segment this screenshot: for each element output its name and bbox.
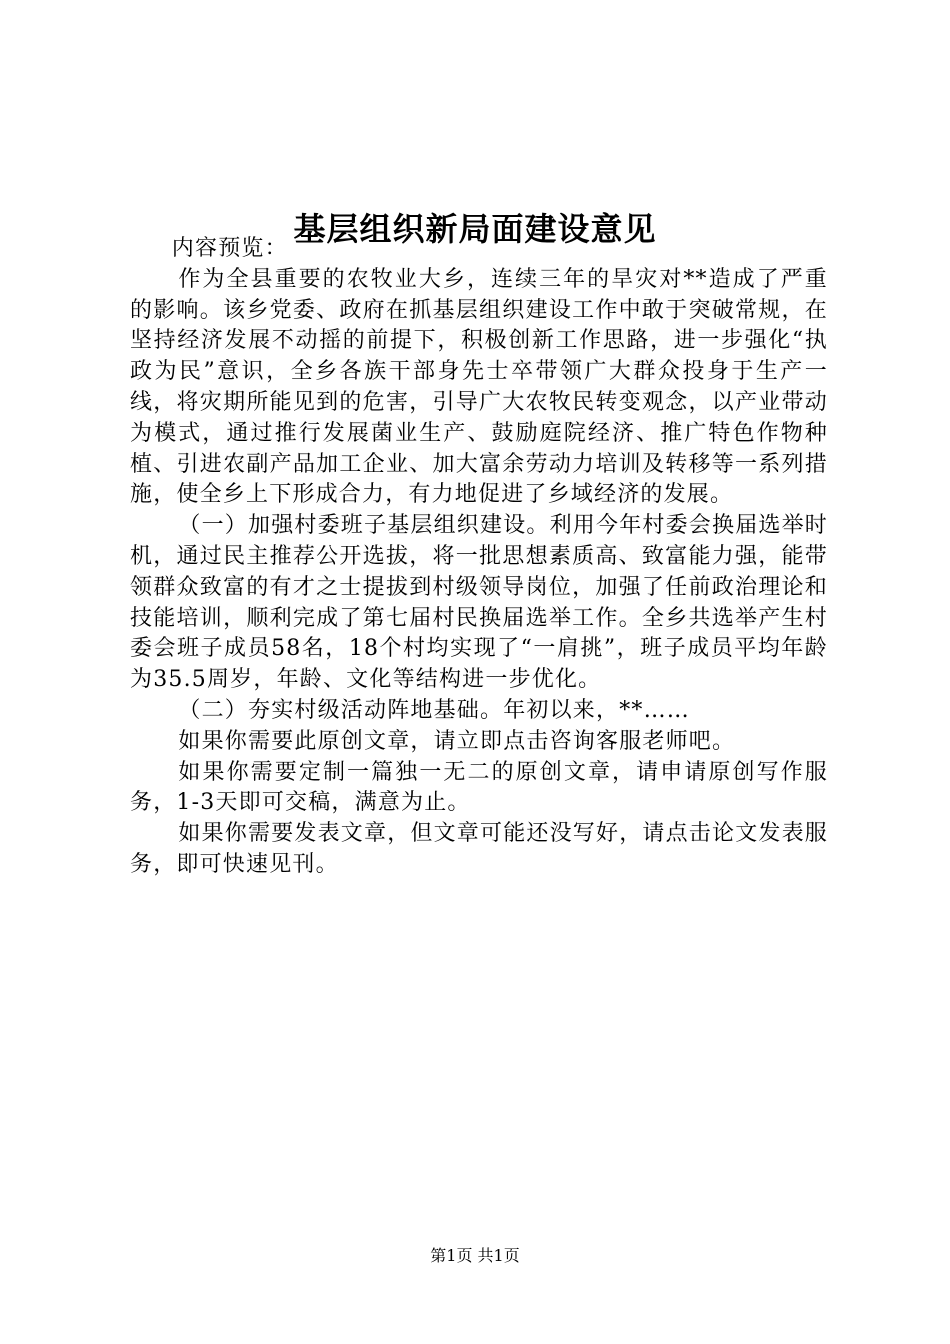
body-paragraph-section-2: （二）夯实村级活动阵地基础。年初以来，**…… xyxy=(178,697,690,723)
body-paragraph-section-1: （一）加强村委班子基层组织建设。利用今年村委会换届选举时机，通过民主推荐公开选拔，将一批思想素质高、致富能力强，能带领群众致富的有才之士提拔到村级领导岗位，加强了任前政治理论和技能培训，顺利完成了第七届村民换届选举工作。全乡共选举产生村委会班子成员58名，18个村均实现了“一肩挑”，班子成员平均年龄为35.5周岁，年龄、文化等结构进一步优化。 xyxy=(130,513,828,693)
preview-label: 内容预览： xyxy=(171,236,288,261)
promo-paragraph-custom-writing: 如果你需要定制一篇独一无二的原创文章，请申请原创写作服务，1-3天即可交稿，满意为止。 xyxy=(130,759,828,816)
page-title: 基层组织新局面建设意见 xyxy=(293,210,657,249)
promo-paragraph-publishing: 如果你需要发表文章，但文章可能还没写好，请点击论文发表服务，即可快速见刊。 xyxy=(130,821,828,877)
page-number-footer: 第1页 共1页 xyxy=(430,1246,520,1265)
promo-paragraph-consult: 如果你需要此原创文章，请立即点击咨询客服老师吧。 xyxy=(178,728,736,754)
body-paragraph-intro: 作为全县重要的农牧业大乡，连续三年的旱灾对**造成了严重的影响。该乡党委、政府在抓基层组织建设工作中敢于突破常规，在坚持经济发展不动摇的前提下，积极创新工作思路，进一步强化“执政为民”意识，全乡各族干部身先士卒带领广大群众投身于生产一线，将灾期所能见到的危害，引导广大农牧民转变观念，以产业带动为模式，通过推行发展菌业生产、鼓励庭院经济、推广特色作物种植、引进农副产品加工企业、加大富余劳动力培训及转移等一系列措施，使全乡上下形成合力，有力地促进了乡域经济的发展。 xyxy=(130,266,828,508)
document-body xyxy=(130,234,828,881)
